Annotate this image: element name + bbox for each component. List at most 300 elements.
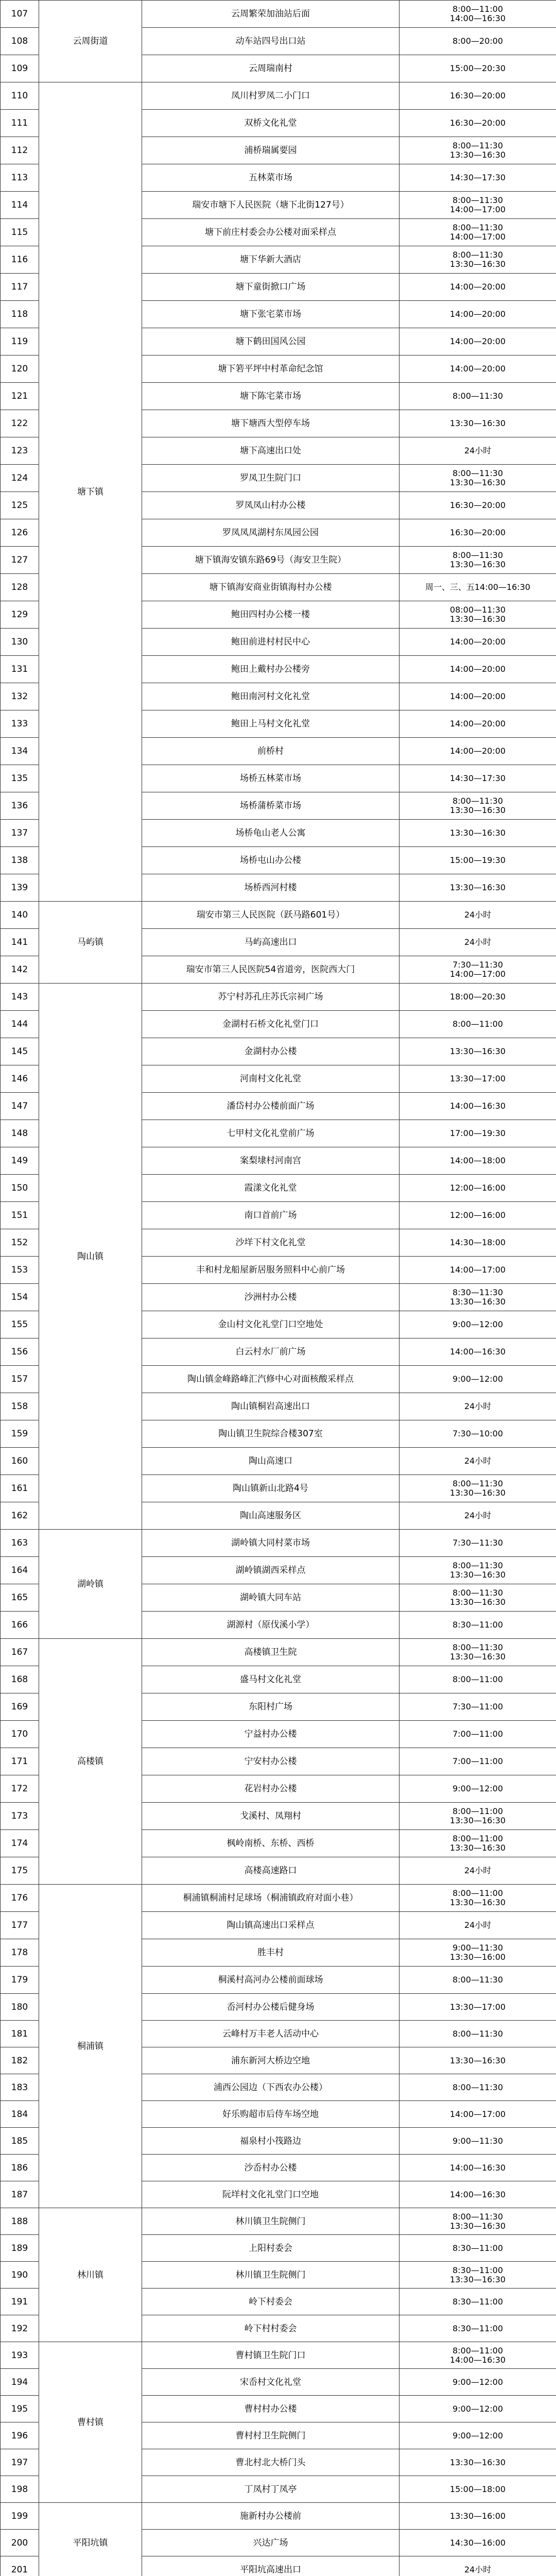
row-number: 132: [1, 683, 39, 710]
time-slot: 7:30—11:00: [452, 1702, 503, 1711]
site-name: 陶山镇高速出口采样点: [142, 1912, 399, 1939]
opening-hours: [399, 1120, 556, 1147]
row-number: 123: [1, 437, 39, 465]
row-number: 160: [1, 1448, 39, 1475]
time-slot: 8:00—11:00: [452, 2345, 503, 2355]
opening-hours: [399, 710, 556, 738]
time-slot: 14:00—17:00: [449, 969, 506, 979]
opening-hours: [399, 2503, 556, 2530]
time-slot: 8:00—11:00: [452, 1674, 503, 1684]
opening-hours: [399, 437, 556, 465]
opening-hours: [399, 1393, 556, 1420]
town-name: 高楼镇: [39, 1639, 142, 1885]
site-name: 塘下塘西大型停车场: [142, 410, 399, 437]
row-number: 139: [1, 874, 39, 902]
row-number: 174: [1, 1830, 39, 1857]
row-number: 184: [1, 2101, 39, 2128]
opening-hours: [399, 738, 556, 765]
opening-hours: [399, 1147, 556, 1175]
row-number: 191: [1, 2289, 39, 2315]
site-name: 金山村文化礼堂门口空地处: [142, 1311, 399, 1338]
opening-hours: [399, 2208, 556, 2235]
opening-hours: [399, 1011, 556, 1038]
time-slot: 14:00—16:30: [449, 2189, 506, 2199]
site-name: 岙河村办公楼后健身场: [142, 1994, 399, 2021]
row-number: 200: [1, 2530, 39, 2556]
opening-hours: [399, 2289, 556, 2315]
site-name: 鲍田南河村文化礼堂: [142, 683, 399, 710]
site-name: 曹村村卫生院侧门: [142, 2422, 399, 2449]
row-number: 196: [1, 2422, 39, 2449]
row-number: 112: [1, 137, 39, 164]
row-number: 145: [1, 1038, 39, 1065]
row-number: 134: [1, 738, 39, 765]
site-name: 宋岙村文化礼堂: [142, 2369, 399, 2396]
opening-hours: [399, 1721, 556, 1748]
opening-hours: [399, 2476, 556, 2503]
site-name: 上阳村委会: [142, 2235, 399, 2262]
site-name: 塘下镇海安镇东路69号（海安卫生院）: [142, 547, 399, 574]
time-slot: 8:00—11:30: [452, 141, 503, 150]
opening-hours: [399, 2181, 556, 2208]
site-name: 五林菜市场: [142, 164, 399, 192]
opening-hours: [399, 82, 556, 110]
time-slot: 24小时: [464, 2564, 492, 2574]
site-name: 林川镇卫生院侧门: [142, 2208, 399, 2235]
time-slot: 14:30—17:30: [449, 773, 506, 783]
time-slot: 8:00—11:00: [452, 1888, 503, 1898]
row-number: 121: [1, 383, 39, 410]
opening-hours: [399, 55, 556, 82]
site-name: 瑞安市第三人民医院（跃马路601号）: [142, 902, 399, 929]
row-number: 135: [1, 765, 39, 792]
site-name: 南口首前广场: [142, 1202, 399, 1229]
opening-hours: [399, 1857, 556, 1885]
row-number: 128: [1, 574, 39, 601]
opening-hours: [399, 1639, 556, 1666]
row-number: 192: [1, 2315, 39, 2342]
site-name: 瑞安市第三人民医院54省道旁，医院西大门: [142, 956, 399, 984]
opening-hours: [399, 2556, 556, 2576]
town-name: 马屿镇: [39, 902, 142, 984]
table-body: [1, 1, 556, 2576]
row-number: 197: [1, 2449, 39, 2476]
town-name: 陶山镇: [39, 984, 142, 1530]
time-slot: 13:30—16:30: [449, 2457, 506, 2467]
site-name: 阮垟村文化礼堂门口空地: [142, 2181, 399, 2208]
opening-hours: [399, 1584, 556, 1612]
row-number: 177: [1, 1912, 39, 1939]
time-slot: 15:00—20:30: [449, 63, 506, 73]
opening-hours: [399, 465, 556, 492]
row-number: 138: [1, 847, 39, 874]
opening-hours: [399, 492, 556, 519]
time-slot: 14:30—18:00: [449, 1238, 506, 1247]
site-name: 塘下陈宅菜市场: [142, 383, 399, 410]
site-name: 凤川村罗凤二小门口: [142, 82, 399, 110]
opening-hours: [399, 519, 556, 547]
site-name: 湖岭镇大同村菜市场: [142, 1530, 399, 1557]
time-slot: 14:30—16:00: [449, 2537, 506, 2548]
site-name: 金湖村石桥文化礼堂门口: [142, 1011, 399, 1038]
site-name: 前桥村: [142, 738, 399, 765]
time-slot: 13:30—16:30: [449, 150, 506, 160]
opening-hours: [399, 847, 556, 874]
row-number: 168: [1, 1666, 39, 1693]
row-number: 147: [1, 1093, 39, 1120]
time-slot: 7:30—11:30: [452, 960, 503, 970]
opening-hours: [399, 874, 556, 902]
time-slot: 16:30—20:00: [449, 500, 506, 510]
row-number: 149: [1, 1147, 39, 1175]
opening-hours: [399, 219, 556, 246]
row-number: 162: [1, 1502, 39, 1530]
opening-hours: [399, 1530, 556, 1557]
time-slot: 13:30—16:00: [449, 2511, 506, 2521]
opening-hours: [399, 1448, 556, 1475]
site-name: 湖岭镇湖西采样点: [142, 1557, 399, 1584]
row-number: 127: [1, 547, 39, 574]
time-slot: 7:00—11:00: [452, 1756, 503, 1766]
site-name: 陶山高速口: [142, 1448, 399, 1475]
opening-hours: [399, 1338, 556, 1366]
opening-hours: [399, 1202, 556, 1229]
opening-hours: [399, 1994, 556, 2021]
opening-hours: [399, 984, 556, 1011]
row-number: 190: [1, 2262, 39, 2289]
site-name: 陶山镇新山北路4号: [142, 1475, 399, 1502]
time-slot: 08:00—11:30: [449, 605, 506, 615]
opening-hours: [399, 301, 556, 328]
time-slot: 8:00—11:30: [452, 468, 503, 478]
time-slot: 14:00—20:00: [449, 336, 506, 346]
opening-hours: [399, 1502, 556, 1530]
site-name: 兴达广场: [142, 2530, 399, 2556]
row-number: 114: [1, 192, 39, 219]
opening-hours: [399, 1366, 556, 1393]
site-name: 戈溪村、凤翔村: [142, 1803, 399, 1830]
time-slot: 14:00—20:00: [449, 309, 506, 319]
row-number: 182: [1, 2047, 39, 2074]
row-number: 189: [1, 2235, 39, 2262]
opening-hours: [399, 355, 556, 383]
site-name: 动车站四号出口站: [142, 28, 399, 55]
site-name: 塘下箬平坪中村革命纪念馆: [142, 355, 399, 383]
site-name: 鲍田四村办公楼一楼: [142, 601, 399, 629]
time-slot: 8:00—11:00: [452, 1019, 503, 1029]
time-slot: 13:30—16:30: [449, 1843, 506, 1853]
opening-hours: [399, 2262, 556, 2289]
site-name: 陶山镇金峰路峰汇汽修中心对面核酸采样点: [142, 1366, 399, 1393]
town-name: 林川镇: [39, 2208, 142, 2342]
site-name: 林川镇卫生院侧门: [142, 2262, 399, 2289]
time-slot: 8:00—11:30: [452, 391, 503, 401]
time-slot: 12:00—16:00: [449, 1183, 506, 1193]
time-slot: 14:00—16:30: [449, 2162, 506, 2173]
site-name: 七甲村文化礼堂前广场: [142, 1120, 399, 1147]
opening-hours: [399, 765, 556, 792]
row-number: 110: [1, 82, 39, 110]
time-slot: 13:30—16:30: [449, 805, 506, 815]
site-name: 东阳村广场: [142, 1693, 399, 1721]
site-name: 白云村水厂前广场: [142, 1338, 399, 1366]
row-number: 156: [1, 1338, 39, 1366]
row-number: 158: [1, 1393, 39, 1420]
opening-hours: [399, 1967, 556, 1994]
row-number: 124: [1, 465, 39, 492]
row-number: 140: [1, 902, 39, 929]
opening-hours: [399, 2530, 556, 2556]
site-name: 施新村办公楼前: [142, 2503, 399, 2530]
opening-hours: [399, 1175, 556, 1202]
time-slot: 13:30—16:30: [449, 560, 506, 569]
town-name: 湖岭镇: [39, 1530, 142, 1639]
opening-hours: [399, 28, 556, 55]
time-slot: 8:00—11:30: [452, 1561, 503, 1570]
row-number: 170: [1, 1721, 39, 1748]
time-slot: 15:00—19:30: [449, 855, 506, 865]
table-row: [1, 1885, 556, 1912]
table-row: [1, 2342, 556, 2369]
town-name: 塘下镇: [39, 82, 142, 902]
opening-hours: [399, 1939, 556, 1967]
table-row: [1, 2208, 556, 2235]
row-number: 175: [1, 1857, 39, 1885]
row-number: 187: [1, 2181, 39, 2208]
time-slot: 24小时: [464, 1456, 492, 1466]
time-slot: 14:00—17:00: [449, 205, 506, 214]
opening-hours: [399, 328, 556, 355]
time-slot: 周一、三、五14:00—16:30: [425, 582, 531, 592]
site-name: 马屿高速出口: [142, 929, 399, 956]
row-number: 193: [1, 2342, 39, 2369]
time-slot: 24小时: [464, 1511, 492, 1520]
row-number: 131: [1, 656, 39, 683]
site-name: 瑞安市塘下人民医院（塘下北街127号）: [142, 192, 399, 219]
site-name: 云周繁荣加油站后面: [142, 1, 399, 28]
site-name: 鲍田上戴村办公楼旁: [142, 656, 399, 683]
time-slot: 8:30—11:00: [452, 1620, 503, 1630]
time-slot: 8:00—11:00: [452, 4, 503, 14]
site-name: 陶山高速服务区: [142, 1502, 399, 1530]
time-slot: 24小时: [464, 910, 492, 920]
row-number: 183: [1, 2074, 39, 2101]
opening-hours: [399, 2128, 556, 2155]
row-number: 113: [1, 164, 39, 192]
site-name: 场桥西河村楼: [142, 874, 399, 902]
opening-hours: [399, 2021, 556, 2047]
site-name: 湖源村（原伐溪小学）: [142, 1612, 399, 1639]
time-slot: 13:30—16:30: [449, 478, 506, 487]
time-slot: 14:00—20:00: [449, 364, 506, 374]
town-name: 曹村镇: [39, 2342, 142, 2503]
time-slot: 9:00—12:00: [452, 1784, 503, 1793]
row-number: 180: [1, 1994, 39, 2021]
row-number: 179: [1, 1967, 39, 1994]
opening-hours: [399, 1475, 556, 1502]
time-slot: 9:00—11:30: [452, 2136, 503, 2146]
opening-hours: [399, 110, 556, 137]
site-name: 曹村村办公楼: [142, 2396, 399, 2422]
opening-hours: [399, 2342, 556, 2369]
site-name: 浦西公园边（下西农办公楼）: [142, 2074, 399, 2101]
time-slot: 9:00—12:00: [452, 1374, 503, 1384]
opening-hours: [399, 1, 556, 28]
opening-hours: [399, 2449, 556, 2476]
opening-hours: [399, 1693, 556, 1721]
site-name: 丰和村龙船屋新居服务照料中心前广场: [142, 1257, 399, 1284]
row-number: 119: [1, 328, 39, 355]
row-number: 172: [1, 1775, 39, 1803]
opening-hours: [399, 956, 556, 984]
row-number: 167: [1, 1639, 39, 1666]
time-slot: 14:30—17:30: [449, 173, 506, 182]
site-name: 潘岱村办公楼前面广场: [142, 1093, 399, 1120]
time-slot: 13:30—16:30: [449, 614, 506, 624]
time-slot: 12:00—16:00: [449, 1210, 506, 1220]
time-slot: 24小时: [464, 446, 492, 455]
opening-hours: [399, 2235, 556, 2262]
time-slot: 13:30—16:30: [449, 1046, 506, 1056]
row-number: 159: [1, 1420, 39, 1448]
time-slot: 14:00—16:30: [449, 1347, 506, 1357]
opening-hours: [399, 2074, 556, 2101]
time-slot: 14:00—17:00: [449, 1265, 506, 1275]
opening-hours: [399, 929, 556, 956]
row-number: 108: [1, 28, 39, 55]
site-name: 云周瑞南村: [142, 55, 399, 82]
row-number: 181: [1, 2021, 39, 2047]
opening-hours: [399, 656, 556, 683]
site-name: 场桥屯山办公楼: [142, 847, 399, 874]
time-slot: 14:00—16:30: [449, 1101, 506, 1111]
opening-hours: [399, 792, 556, 820]
row-number: 178: [1, 1939, 39, 1967]
site-name: 苏宁村苏孔庄苏氏宗祠广场: [142, 984, 399, 1011]
time-slot: 8:00—11:30: [452, 550, 503, 560]
time-slot: 13:30—16:30: [449, 1652, 506, 1662]
site-name: 曹北村北大桥门头: [142, 2449, 399, 2476]
time-slot: 14:00—17:00: [449, 232, 506, 242]
site-name: 桐溪村高河办公楼前面球场: [142, 1967, 399, 1994]
time-slot: 8:00—11:30: [452, 1975, 503, 1985]
opening-hours: [399, 1093, 556, 1120]
row-number: 136: [1, 792, 39, 820]
opening-hours: [399, 601, 556, 629]
time-slot: 7:30—10:00: [452, 1429, 503, 1438]
opening-hours: [399, 2422, 556, 2449]
time-slot: 8:30—11:30: [452, 1287, 503, 1297]
site-name: 高楼镇卫生院: [142, 1639, 399, 1666]
opening-hours: [399, 1420, 556, 1448]
row-number: 163: [1, 1530, 39, 1557]
time-slot: 9:00—12:00: [452, 2430, 503, 2441]
opening-hours: [399, 1885, 556, 1912]
site-name: 花岩村办公楼: [142, 1775, 399, 1803]
row-number: 107: [1, 1, 39, 28]
row-number: 151: [1, 1202, 39, 1229]
opening-hours: [399, 1229, 556, 1257]
time-slot: 24小时: [464, 1866, 492, 1875]
opening-hours: [399, 1775, 556, 1803]
opening-hours: [399, 1748, 556, 1775]
site-name: 岭下村村委会: [142, 2315, 399, 2342]
row-number: 152: [1, 1229, 39, 1257]
opening-hours: [399, 2047, 556, 2074]
table-row: [1, 1, 556, 28]
town-name: 平阳坑镇: [39, 2503, 142, 2576]
site-name: 鲍田前进村村民中心: [142, 629, 399, 656]
site-name: 罗凤凤凤湖村东凤园公园: [142, 519, 399, 547]
time-slot: 14:00—20:00: [449, 719, 506, 728]
time-slot: 8:00—11:30: [452, 195, 503, 205]
site-name: 案梨埭村河南宫: [142, 1147, 399, 1175]
site-name: 曹村镇卫生院门口: [142, 2342, 399, 2369]
time-slot: 8:30—11:00: [452, 2265, 503, 2275]
time-slot: 7:00—11:00: [452, 1729, 503, 1739]
opening-hours: [399, 683, 556, 710]
row-number: 148: [1, 1120, 39, 1147]
row-number: 194: [1, 2369, 39, 2396]
time-slot: 14:00—17:00: [449, 2109, 506, 2119]
site-name: 陶山镇卫生院综合楼307室: [142, 1420, 399, 1448]
time-slot: 8:00—11:30: [452, 1479, 503, 1488]
site-name: 胜丰村: [142, 1939, 399, 1967]
time-slot: 13:30—16:30: [449, 418, 506, 428]
opening-hours: [399, 1284, 556, 1311]
row-number: 155: [1, 1311, 39, 1338]
row-number: 186: [1, 2155, 39, 2181]
site-name: 塘下华新大酒店: [142, 246, 399, 274]
row-number: 166: [1, 1612, 39, 1639]
row-number: 171: [1, 1748, 39, 1775]
opening-hours: [399, 2369, 556, 2396]
time-slot: 13:30—17:00: [449, 1074, 506, 1083]
opening-hours: [399, 1912, 556, 1939]
site-name: 鲍田上马村文化礼堂: [142, 710, 399, 738]
time-slot: 9:00—12:00: [452, 1319, 503, 1329]
opening-hours: [399, 246, 556, 274]
time-slot: 24小时: [464, 937, 492, 947]
time-slot: 14:00—20:00: [449, 664, 506, 674]
site-name: 平阳坑高速出口: [142, 2556, 399, 2576]
row-number: 150: [1, 1175, 39, 1202]
time-slot: 24小时: [464, 1920, 492, 1930]
opening-hours: [399, 2101, 556, 2128]
time-slot: 8:00—11:30: [452, 796, 503, 806]
row-number: 126: [1, 519, 39, 547]
time-slot: 9:00—12:00: [452, 2403, 503, 2414]
time-slot: 14:00—20:00: [449, 746, 506, 756]
table-row: [1, 2503, 556, 2530]
town-name: 云周街道: [39, 1, 142, 82]
time-slot: 16:30—20:00: [449, 528, 506, 537]
opening-hours: [399, 1038, 556, 1065]
table-row: [1, 82, 556, 110]
row-number: 201: [1, 2556, 39, 2576]
row-number: 129: [1, 601, 39, 629]
row-number: 133: [1, 710, 39, 738]
time-slot: 13:30—17:00: [449, 2002, 506, 2012]
opening-hours: [399, 1557, 556, 1584]
site-name: 宁益村办公楼: [142, 1721, 399, 1748]
opening-hours: [399, 2396, 556, 2422]
time-slot: 13:30—16:30: [449, 1897, 506, 1907]
opening-hours: [399, 192, 556, 219]
time-slot: 8:00—11:30: [452, 2211, 503, 2222]
row-number: 116: [1, 246, 39, 274]
row-number: 115: [1, 219, 39, 246]
